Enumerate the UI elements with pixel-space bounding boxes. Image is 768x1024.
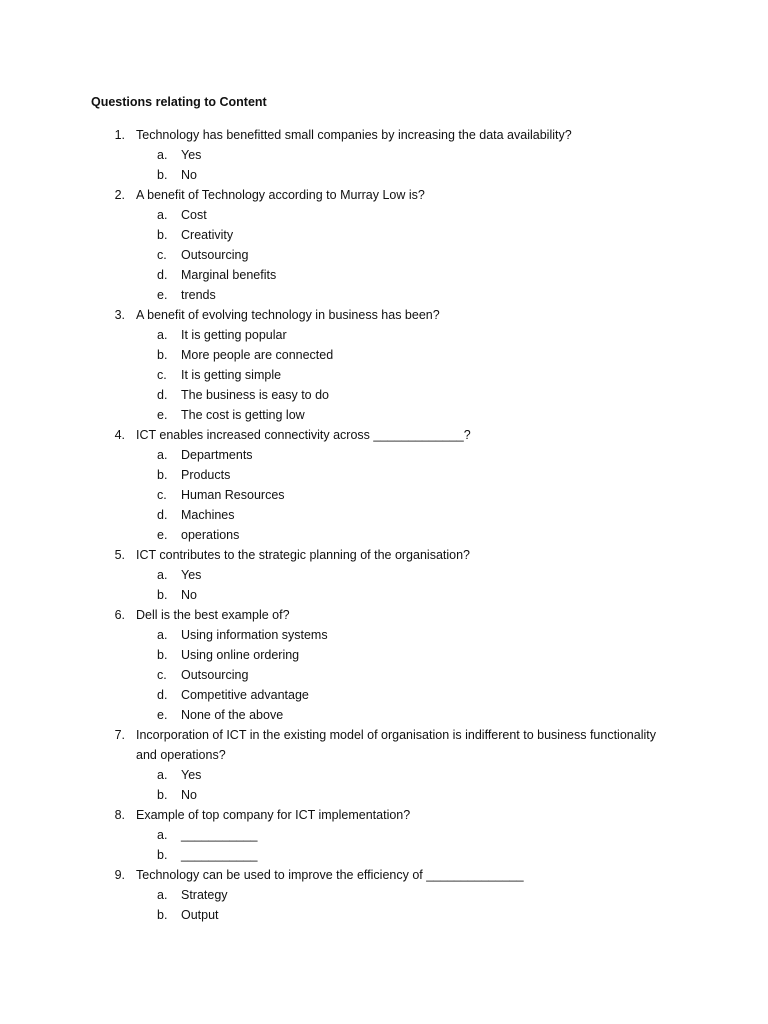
option-text: No: [181, 168, 197, 182]
option-letter: a.: [157, 828, 168, 842]
question-item: [0, 605, 768, 725]
question-item: [0, 865, 768, 925]
answer-option: [0, 265, 768, 285]
option-text: Strategy: [181, 888, 228, 902]
option-text: Yes: [181, 568, 202, 582]
answer-option: [0, 525, 768, 545]
answer-option: [0, 385, 768, 405]
answer-option: [0, 845, 768, 865]
answer-option: [0, 885, 768, 905]
option-letter: d.: [157, 268, 168, 282]
option-letter: b.: [157, 468, 168, 482]
option-letter: b.: [157, 788, 168, 802]
answer-options: [0, 205, 768, 305]
option-text: More people are connected: [181, 348, 334, 362]
option-text: Cost: [181, 208, 207, 222]
answer-option: [0, 165, 768, 185]
question-number: 5.: [114, 548, 125, 562]
question-line: [0, 125, 768, 145]
answer-option: [0, 645, 768, 665]
question-list: [0, 125, 768, 925]
answer-options: [0, 145, 768, 185]
question-item: [0, 305, 768, 425]
answer-options: [0, 325, 768, 425]
option-letter: e.: [157, 408, 168, 422]
option-letter: c.: [157, 248, 167, 262]
option-letter: a.: [157, 568, 168, 582]
answer-option: [0, 145, 768, 165]
option-letter: d.: [157, 508, 168, 522]
answer-options: [0, 765, 768, 805]
option-text: operations: [181, 528, 240, 542]
answer-option: [0, 205, 768, 225]
answer-option: [0, 685, 768, 705]
question-item: [0, 805, 768, 865]
option-text: Creativity: [181, 228, 234, 242]
answer-option: [0, 285, 768, 305]
option-text: No: [181, 588, 197, 602]
option-letter: a.: [157, 628, 168, 642]
answer-option: [0, 225, 768, 245]
option-text: The cost is getting low: [181, 408, 305, 422]
option-letter: e.: [157, 288, 168, 302]
question-text: A benefit of Technology according to Murray Low is?: [136, 188, 425, 202]
question-line: [0, 305, 768, 325]
option-text: Using online ordering: [181, 648, 300, 662]
option-text: Outsourcing: [181, 248, 249, 262]
option-letter: a.: [157, 208, 168, 222]
option-letter: d.: [157, 388, 168, 402]
answer-option: [0, 765, 768, 785]
question-number: 9.: [114, 868, 125, 882]
question-item: [0, 725, 768, 805]
question-number: 4.: [114, 428, 125, 442]
option-letter: a.: [157, 448, 168, 462]
question-item: [0, 125, 768, 185]
option-letter: a.: [157, 328, 168, 342]
answer-option: [0, 585, 768, 605]
option-letter: c.: [157, 488, 167, 502]
answer-option: [0, 345, 768, 365]
answer-option: [0, 825, 768, 845]
question-line: [0, 605, 768, 625]
answer-options: [0, 565, 768, 605]
question-line: [0, 805, 768, 825]
option-text: Yes: [181, 148, 202, 162]
question-number: 6.: [114, 608, 125, 622]
answer-options: [0, 885, 768, 925]
option-text: ___________: [181, 848, 258, 862]
answer-option: [0, 705, 768, 725]
question-line: [0, 545, 768, 565]
answer-option: [0, 405, 768, 425]
option-text: Human Resources: [181, 488, 285, 502]
question-text: ICT enables increased connectivity across _____________?: [136, 428, 471, 442]
question-text: Technology has benefitted small companies by increasing the data availability?: [136, 128, 572, 142]
question-text: Dell is the best example of?: [136, 608, 290, 622]
option-letter: b.: [157, 848, 168, 862]
option-text: Output: [181, 908, 219, 922]
answer-option: [0, 785, 768, 805]
question-item: [0, 545, 768, 605]
option-letter: a.: [157, 888, 168, 902]
answer-option: [0, 565, 768, 585]
question-line: [0, 865, 768, 885]
option-letter: e.: [157, 708, 168, 722]
question-number: 7.: [114, 728, 125, 742]
question-number: 2.: [114, 188, 125, 202]
answer-option: [0, 485, 768, 505]
question-text: A benefit of evolving technology in business has been?: [136, 308, 440, 322]
option-letter: b.: [157, 908, 168, 922]
answer-option: [0, 245, 768, 265]
option-letter: b.: [157, 588, 168, 602]
option-text: Products: [181, 468, 231, 482]
option-letter: c.: [157, 668, 167, 682]
option-letter: b.: [157, 348, 168, 362]
question-line: [0, 185, 768, 205]
option-text: Outsourcing: [181, 668, 249, 682]
answer-options: [0, 825, 768, 865]
answer-option: [0, 445, 768, 465]
page-heading: Questions relating to Content: [91, 95, 267, 109]
option-letter: b.: [157, 648, 168, 662]
option-text: Competitive advantage: [181, 688, 309, 702]
answer-option: [0, 905, 768, 925]
answer-options: [0, 445, 768, 545]
question-text: Example of top company for ICT implementation?: [136, 808, 411, 822]
question-number: 8.: [114, 808, 125, 822]
question-number: 1.: [114, 128, 125, 142]
question-text: Technology can be used to improve the efficiency of ______________: [136, 868, 524, 882]
option-text: It is getting simple: [181, 368, 282, 382]
question-line: [0, 425, 768, 445]
answer-option: [0, 665, 768, 685]
question-text: ICT contributes to the strategic planning of the organisation?: [136, 548, 471, 562]
option-text: Yes: [181, 768, 202, 782]
option-letter: b.: [157, 168, 168, 182]
question-line: [0, 725, 676, 765]
option-text: None of the above: [181, 708, 284, 722]
option-letter: d.: [157, 688, 168, 702]
option-text: No: [181, 788, 197, 802]
answer-option: [0, 505, 768, 525]
option-letter: c.: [157, 368, 167, 382]
option-text: Machines: [181, 508, 235, 522]
question-number: 3.: [114, 308, 125, 322]
option-letter: a.: [157, 768, 168, 782]
option-text: Departments: [181, 448, 253, 462]
question-item: [0, 185, 768, 305]
question-text: Incorporation of ICT in the existing model of organisation is indifferent to business functionality and operations?: [136, 728, 656, 762]
option-text: Marginal benefits: [181, 268, 277, 282]
option-letter: a.: [157, 148, 168, 162]
option-text: The business is easy to do: [181, 388, 329, 402]
answer-options: [0, 625, 768, 725]
option-text: ___________: [181, 828, 258, 842]
answer-option: [0, 325, 768, 345]
option-text: trends: [181, 288, 216, 302]
option-text: It is getting popular: [181, 328, 287, 342]
option-letter: e.: [157, 528, 168, 542]
answer-option: [0, 465, 768, 485]
answer-option: [0, 365, 768, 385]
question-item: [0, 425, 768, 545]
option-text: Using information systems: [181, 628, 328, 642]
option-letter: b.: [157, 228, 168, 242]
answer-option: [0, 625, 768, 645]
